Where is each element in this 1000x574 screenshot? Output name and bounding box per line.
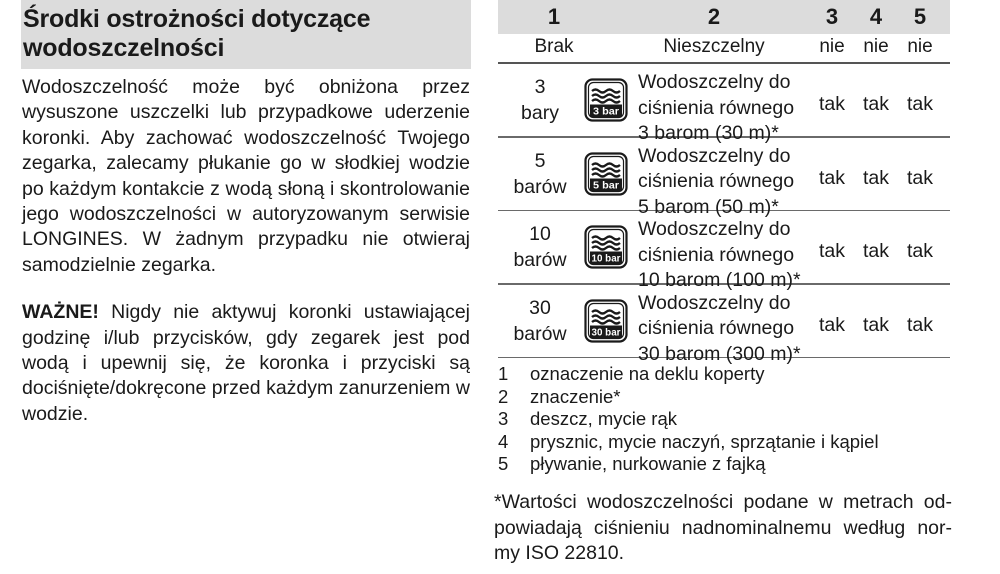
icon-label: 5 bar xyxy=(593,178,619,191)
row-pressure-unit: barów xyxy=(513,175,567,198)
row-col3-value: tak xyxy=(818,93,845,115)
table-row xyxy=(498,64,950,144)
icon-label: 30 bar xyxy=(591,325,621,338)
row-col5-value: tak xyxy=(906,240,933,262)
header-sub-5: nie xyxy=(907,36,933,57)
column-header-2: 2 xyxy=(707,4,721,29)
legend-item-number: 1 xyxy=(498,363,509,384)
row-pressure-label xyxy=(498,74,582,126)
row-pressure-value: 3 xyxy=(534,76,546,98)
row-col4-value: tak xyxy=(862,240,889,262)
water-resistance-10-bar-icon xyxy=(584,225,630,269)
water-resistance-3-bar-icon xyxy=(584,78,630,122)
row-pressure-unit: bary xyxy=(521,102,559,124)
footnote-line-2: powiadają ciśnieniu nadnominalnemu według nor- xyxy=(494,516,952,539)
row-description-line: 10 barom (100 m)* xyxy=(638,269,801,291)
row-description-line: Wodoszczelny do xyxy=(638,218,791,240)
row-pressure-value: 5 xyxy=(534,149,546,172)
important-paragraph-text: Nigdy nie aktywuj koronki ustawiającej godzinę i/lub przycisków, gdy zegarek jest pod wodą i upewnij się, że koronka i przyciski są dociśnięte/dokręcone przed każdym zanurzeniem w wodzie. xyxy=(22,301,470,425)
legend-item-number: 4 xyxy=(498,430,509,452)
legend-item-label: oznaczenie na deklu koperty xyxy=(530,363,765,384)
row-col3-value: tak xyxy=(818,240,845,262)
footnote-line-3: my ISO 22810. xyxy=(494,542,625,564)
important-paragraph xyxy=(21,300,471,427)
row-pressure-unit: barów xyxy=(513,322,567,345)
row-pressure-label xyxy=(498,295,582,347)
column-header-3: 3 xyxy=(825,4,839,29)
header-sub-3: nie xyxy=(819,36,845,57)
row-col5-value: tak xyxy=(906,93,933,115)
legend-item-number: 5 xyxy=(498,453,509,475)
header-sub-2: Nieszczelny xyxy=(663,36,765,57)
row-description-line: 5 barom (50 m)* xyxy=(638,195,779,218)
row-pressure-label xyxy=(498,148,582,200)
footnote xyxy=(494,490,952,567)
icon-label: 10 bar xyxy=(591,252,621,265)
row-pressure-value: 30 xyxy=(529,296,551,319)
row-col3-value: tak xyxy=(818,166,845,189)
row-description-line: ciśnienia równego xyxy=(638,243,795,266)
water-resistance-5-bar-icon xyxy=(584,152,630,196)
row-col3-value: tak xyxy=(818,313,845,336)
left-text-column xyxy=(21,0,471,427)
row-description-line: Wodoszczelny do xyxy=(638,71,791,93)
row-col5-value: tak xyxy=(906,166,933,189)
page-title xyxy=(21,0,471,69)
column-header-4: 4 xyxy=(869,4,883,29)
table-row xyxy=(498,285,950,365)
row-description-line: ciśnienia równego xyxy=(638,96,795,119)
table-header-subrow xyxy=(498,34,950,62)
icon-label: 3 bar xyxy=(593,105,619,118)
legend-item-label: pływanie, nurkowanie z fajką xyxy=(530,453,766,475)
column-header-5: 5 xyxy=(913,4,927,29)
legend-item-number: 2 xyxy=(498,385,509,407)
row-description-line: Wodoszczelny do xyxy=(638,144,791,167)
row-col5-value: tak xyxy=(906,313,933,336)
legend-item-label: deszcz, mycie rąk xyxy=(530,408,678,430)
row-description-line: ciśnienia równego xyxy=(638,317,795,339)
page-title-line-2: wodoszczelności xyxy=(23,34,225,62)
row-description-line: 30 barom (300 m)* xyxy=(638,342,801,365)
table-row xyxy=(498,138,950,218)
water-resistance-30-bar-icon xyxy=(584,299,630,343)
header-sub-1: Brak xyxy=(534,36,574,57)
row-description-line: Wodoszczelny do xyxy=(638,291,791,314)
intro-paragraph: Wodoszczelność może być obniżona przez wysuszone uszczelki lub przypadkowe uderzenie koronki. Aby zachować wodoszczelność Twojego zegarka, zalecamy płukanie go w słodkiej wodzie po każdym kontakcie z wodą słoną i skontrolowanie jego wodoszczelności w autoryzowanym serwisie LONGINES. W żadnym przypadku nie otwieraj samodzielnie zegarka. xyxy=(22,76,470,276)
legend-item xyxy=(498,453,950,476)
legend-item xyxy=(498,431,950,454)
row-description-line: 3 barom (30 m)* xyxy=(638,122,779,144)
legend-list xyxy=(498,363,950,476)
important-label: WAŻNE! xyxy=(22,301,99,324)
legend-item-label: znaczenie* xyxy=(530,385,621,407)
table-header-numbers xyxy=(498,0,950,34)
legend-item xyxy=(498,386,950,409)
row-pressure-label xyxy=(498,221,582,273)
water-resistance-table xyxy=(498,0,950,365)
footnote-line-1: *Wartości wodoszczelności podane w metrach od- xyxy=(494,491,952,513)
legend-item xyxy=(498,363,950,386)
table-row xyxy=(498,211,950,291)
page-title-line-1: Środki ostrożności dotyczące xyxy=(23,5,371,33)
row-description-line: ciśnienia równego xyxy=(638,170,795,192)
row-col4-value: tak xyxy=(862,166,889,189)
row-pressure-value: 10 xyxy=(529,223,551,245)
legend-item-label: prysznic, mycie naczyń, sprzątanie i kąpiel xyxy=(530,430,879,452)
row-col4-value: tak xyxy=(862,313,889,336)
column-header-1: 1 xyxy=(547,4,561,29)
header-sub-4: nie xyxy=(863,36,889,57)
legend-item-number: 3 xyxy=(498,408,509,430)
legend-item xyxy=(498,408,950,431)
row-pressure-unit: barów xyxy=(513,249,567,271)
row-col4-value: tak xyxy=(862,93,889,115)
